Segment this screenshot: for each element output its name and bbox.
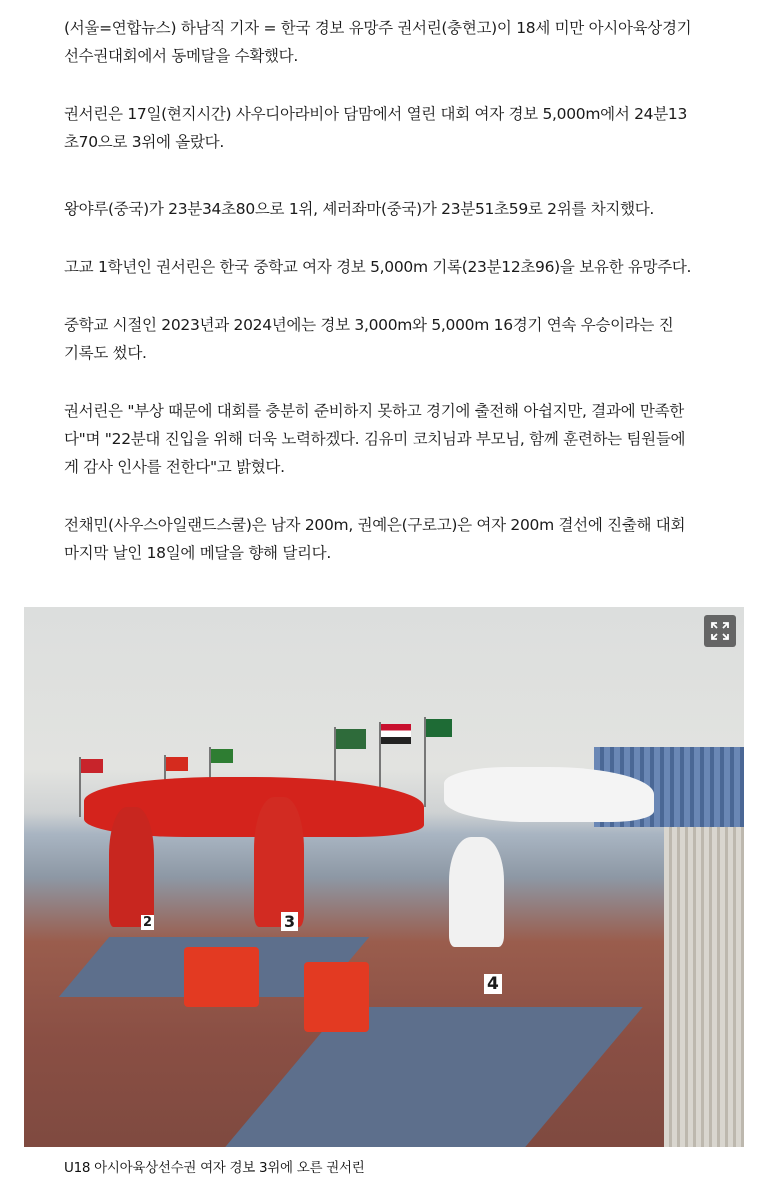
article-photo[interactable]: [24, 607, 744, 1147]
text-line: (서울=연합뉴스) 하남직 기자 = 한국 경보 유망주 권서린(충현고)이 18세 미만 아시아육상경기: [64, 19, 692, 37]
text-line: 기록도 썼다.: [64, 344, 147, 362]
flag: [336, 729, 366, 749]
flag: [426, 719, 452, 737]
athlete-gold: [254, 797, 304, 927]
paragraph: [64, 14, 744, 70]
bib-number: 4: [484, 974, 502, 994]
text-line: 마지막 날인 18일에 메달을 향해 달리다.: [64, 544, 331, 562]
track-lane: [225, 1007, 642, 1147]
paragraph: [64, 511, 744, 567]
athlete-bronze: [449, 837, 504, 947]
text-line: 게 감사 인사를 전한다"고 밝혔다.: [64, 458, 285, 476]
bib-number: 3: [281, 912, 298, 931]
flag: [211, 749, 233, 763]
flag: [166, 757, 188, 771]
text-line: 중학교 시절인 2023년과 2024년에는 경보 3,000m와 5,000m 16경기 연속 우승이라는 진: [64, 316, 674, 334]
text-line: 권서린은 "부상 때문에 대회를 충분히 준비하지 못하고 경기에 출전해 아쉽지만, 결과에 만족한: [64, 402, 684, 420]
text-line: 다"며 "22분대 진입을 위해 더욱 노력하겠다. 김유미 코치님과 부모님, 함께 훈련하는 팀원들에: [64, 430, 686, 448]
text-line: 초70으로 3위에 올랐다.: [64, 133, 224, 151]
expand-photo-button[interactable]: [704, 615, 736, 647]
expand-icon: [710, 621, 730, 641]
athlete-silver: [109, 807, 154, 927]
photo-caption: U18 아시아육상선수권 여자 경보 3위에 오른 권서린: [64, 1160, 365, 1176]
cooler: [184, 947, 259, 1007]
text-line: 고교 1학년인 권서린은 한국 중학교 여자 경보 5,000m 기록(23분12초96)을 보유한 유망주다.: [64, 258, 692, 276]
cooler: [304, 962, 369, 1032]
fence: [664, 827, 744, 1147]
text-line: 권서린은 17일(현지시간) 사우디아라비아 담맘에서 열린 대회 여자 경보 5,000m에서 24분13: [64, 105, 688, 123]
flag: [381, 724, 411, 744]
paragraph: [64, 253, 744, 281]
paragraph: [64, 195, 744, 223]
bib-number: 2: [143, 915, 153, 930]
article-body: [64, 14, 744, 597]
paragraph: [64, 311, 744, 367]
text-line: 선수권대회에서 동메달을 수확했다.: [64, 47, 298, 65]
korea-flag: [444, 767, 654, 822]
flag: [81, 759, 103, 773]
text-line: 왕야루(중국)가 23분34초80으로 1위, 셰러좌마(중국)가 23분51초59로 2위를 차지했다.: [64, 200, 655, 218]
paragraph: [64, 397, 744, 481]
text-line: 전채민(사우스아일랜드스쿨)은 남자 200m, 권예은(구로고)은 여자 200m 결선에 진출해 대회: [64, 516, 686, 534]
paragraph: [64, 100, 744, 156]
